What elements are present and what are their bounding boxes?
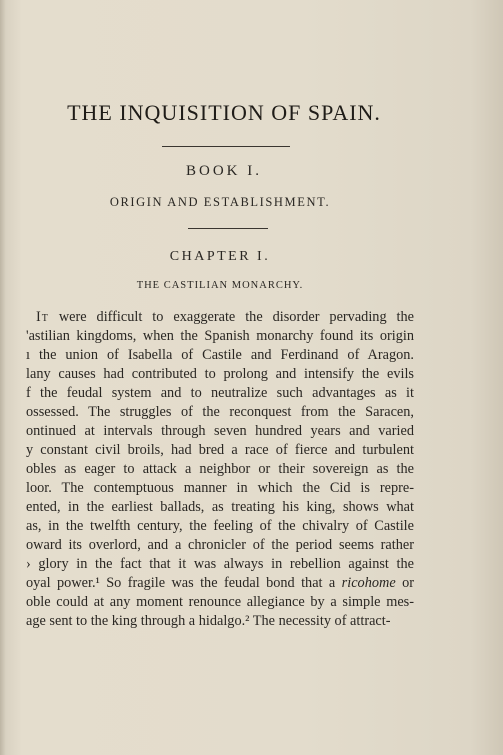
body-line: as, in the twelfth century, the feeling of the chivalry of Castile [26,518,414,534]
title-rule [162,146,290,147]
book-heading: BOOK I. [186,163,262,179]
body-line: 'astilian kingdoms, when the Spanish monarchy found its origin [26,328,414,344]
body-line: ı the union of Isabella of Castile and Ferdinand of Aragon. [26,347,414,363]
body-line: lany causes had contributed to prolong and intensify the evils [26,366,414,382]
body-line: ossessed. The struggles of the reconquest from the Saracen, [26,404,414,420]
body-line: obles as eager to attack a neighbor or their sovereign as the [26,461,414,477]
chapter-subtitle: THE CASTILIAN MONARCHY. [136,280,304,291]
body-line: loor. The contemptuous manner in which the Cid is repre- [26,480,414,496]
book-subtitle: ORIGIN AND ESTABLISHMENT. [109,195,331,209]
book-title: THE INQUISITION OF SPAIN. [67,100,381,125]
body-line: oble could at any moment renounce allegiance by a simple mes- [26,594,414,610]
body-line: f the feudal system and to neutralize such advantages as it [26,385,414,401]
chapter-heading: CHAPTER I. [169,249,271,264]
body-line: oyal power.¹ So fragile was the feudal bond that a ricohome or [26,575,414,591]
body-line: age sent to the king through a hidalgo.² The necessity of attract- [26,613,391,629]
body-line: It were difficult to exaggerate the disorder pervading the [36,309,414,325]
body-line: y constant civil broils, had bred a race of fierce and turbulent [26,442,414,458]
drop-word: It [36,309,49,325]
section-rule [188,228,268,229]
body-line: oward its overlord, and a chronicler of the period seems rather [26,537,414,553]
body-line: ontinued at intervals through seven hundred years and varied [26,423,414,439]
italic-term: ricohome [341,575,396,591]
body-line: ented, in the earliest ballads, as treating his king, shows what [26,499,414,515]
body-line: › glory in the fact that it was always in rebellion against the [26,556,414,572]
